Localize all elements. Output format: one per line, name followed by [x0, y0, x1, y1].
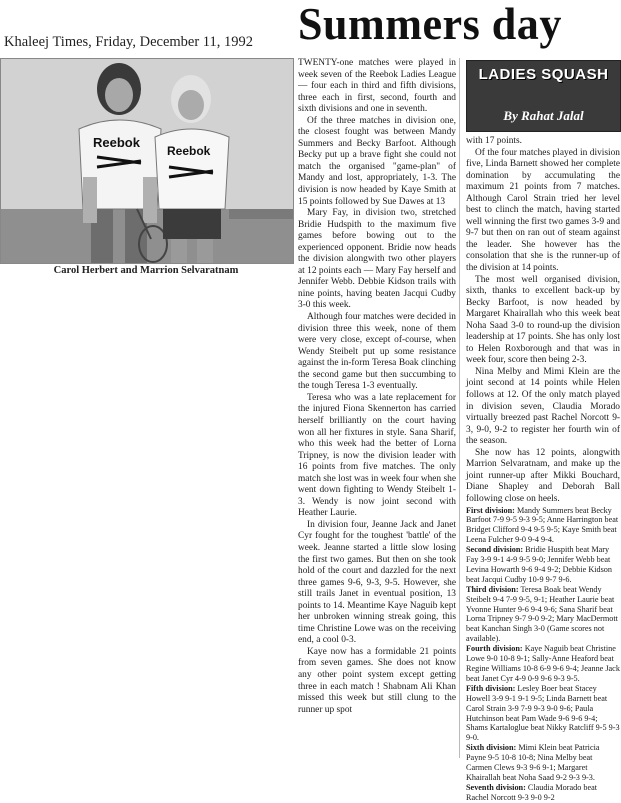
shirt-brand-right: Reebok [167, 144, 211, 158]
result-label: Fifth division: [466, 683, 516, 693]
byline: By Rahat Jalal [503, 108, 584, 123]
headline: Summers day [298, 0, 562, 49]
result-label: First division: [466, 505, 515, 515]
paragraph: The most well organised division, sixth, thanks to excellent back-up by Becky Barfoot, is now headed by Margaret Khairallah who this week beat Noha Saad 3-0 to round-up the division leadership at 17 points. She has only lost to Helen Roxborough and that was in week four, score then being 2-3. [466, 274, 620, 366]
result-item [466, 743, 620, 783]
result-text: Mandy Summers beat Becky Barfoot 7-9 9-5 9-3 9-5; Anne Harrington beat Bridget Clifford 9-4 9-5 9-5; Kaye Smith beat Leena Fulcher 9-0 9-4 9-4. [466, 505, 619, 545]
column-divider [459, 58, 460, 758]
paragraph: Although four matches were decided in division three this week, none of them were very close, except of-course, when Wendy Steibelt put up some resistance against the in-form Teresa Boak clinching the second game but then succumbing to the tough Teresa 1-3 eventually. [298, 312, 456, 392]
paragraph: Kaye now has a formidable 21 points from seven games. She does not know any other point system except getting three in each match ! Shabnam Ali Khan missed this week but still clung to the runner up spot [298, 646, 456, 715]
result-label: Sixth division: [466, 743, 517, 753]
paragraph: Nina Melby and Mimi Klein are the joint second at 14 points while Helen follows at 12. Of the only match played in division seven, Claudia Morado virtually breezed past Rachel Norcott 9-3, 9-0, 9-2 to register her fourth win of the season. [466, 366, 620, 447]
result-item [466, 585, 620, 644]
photo-illustration [1, 59, 293, 263]
photo [0, 58, 294, 264]
paragraph: TWENTY-one matches were played in week seven of the Reebok Ladies League — four each in third and fifth divisions, three each in first, second, fourth and sixth divisions and one in seventh. [298, 58, 456, 115]
result-label: Second division: [466, 545, 524, 555]
paragraph: Mary Fay, in division two, stretched Bridie Hudspith to the maximum five games before bowing out to the experienced opponent. Bridie now heads the division alongwith two other players at 12 points each — Mary Fay herself and Jennifer Webb. Debbie Kidson trails with nine points, having beaten Jacqui Cudby 3-0 this week. [298, 208, 456, 311]
result-item [466, 684, 620, 743]
paragraph: Of the four matches played in division five, Linda Barnett showed her complete domination by accumulating the maximum 21 points from 7 matches. Although Carol Strain tried her level best to clinch the match, having started well winning the first two games 3-9 and 9-7 but then on ran out of steam against the leader. She however has the consolation that she is the runner-up of the division at 14 points. [466, 147, 620, 274]
result-item [466, 783, 620, 803]
result-item [466, 644, 620, 684]
paragraph: with 17 points. [466, 136, 522, 146]
results-list [466, 506, 620, 803]
result-text: Lesley Boer beat Stacey Howell 3-9 9-1 9-1 9-5; Linda Barnett beat Carol Strain 3-9 7-9 9-3 9-0 9-6; Paula Hutchinson beat Pam Wade 9-6 9-6 9-4; Shams Kartaloglue beat Nikky Ratcliff 9-5 9-3 9-0. [466, 683, 620, 743]
article-column-2 [466, 136, 620, 802]
result-text: Mimi Klein beat Patricia Payne 9-5 10-8 10-8; Nina Melby beat Carmen Clews 9-3 9-6 9-1; Margaret Khairallah beat Noha Saad 9-2 9-3 9-3. [466, 743, 600, 782]
result-text: Kaye Naguib beat Christine Lowe 9-0 10-8 9-1; Sally-Anne Heaford beat Regine Williams 10-8 6-9 9-6 9-4; Jeanne Jack beat Janet Cyr 4-9 0-9 9-6 9-3 9-5. [466, 644, 620, 683]
shirt-brand-left: Reebok [93, 135, 140, 150]
paragraph: Of the three matches in division one, the closest fought was between Mandy Summers and Becky Barfoot. Although Becky put up a brave fight she could not match the organised "game-plan" of Mandy and lost, appropriately, 1-3. The division is now headed by Kaye Smith at 15 points followed by Sue Dawes at 13 [298, 115, 456, 207]
photo-caption: Carol Herbert and Marrion Selvaratnam [53, 265, 239, 276]
article-column-1 [298, 58, 456, 758]
logo-title: LADIES SQUASH [478, 66, 609, 83]
result-label: Third division: [466, 584, 519, 594]
ladies-squash-logo [466, 60, 621, 132]
result-label: Fourth division: [466, 644, 523, 654]
result-text: Claudia Morado beat Rachel Norcott 9-3 9-0 9-2 [466, 782, 597, 802]
result-text: Bridie Huspith beat Mary Fay 3-9 9-1 4-9 9-5 9-0; Jennifer Webb beat Levina Howarth 9-6 9-4 9-2; Debbie Kidson beat Jacqui Cudby 10-9 9-7 9-6. [466, 545, 612, 584]
paragraph: In division four, Jeanne Jack and Janet Cyr fought for the toughest 'battle' of the week. Jeanne started a little slow losing the first two games. But then on she took hold of the court and dazzled for the next three games 9-6, 9-3, 9-5. However, she still trails Janet in eventual position, 13 points to 14. Meantime Kaye Naguib kept her unbroken winning streak going, this time Christine Lowe was on the receiving end, a cool 0-3. [298, 519, 456, 646]
result-label: Seventh division: [466, 782, 526, 792]
dateline: Khaleej Times, Friday, December 11, 1992 [4, 34, 254, 50]
paragraph: Teresa who was a late replacement for the injured Fiona Skennerton has carried herself brilliantly on the court having won all her fixtures in style. Sana Sharif, who this week had the better of Lorna Tripney, is now the division leader with 16 points from five matches. The only match she lost was in week four when she went down fighting to Wendy Steibelt 1-3. Wendy is now joint second with Heather Laurie. [298, 392, 456, 519]
result-item [466, 545, 620, 585]
paragraph: She now has 12 points, alongwith Marrion Selvaratnam, and make up the joint runner-up after Mikki Bouchard, Diane Shapley and Deborah Ball following close on heels. [466, 447, 620, 504]
result-text: Teresa Boak beat Wendy Steibelt 9-4 7-9 9-5, 9-1; Heather Laurie beat Yvonne Hunter 9-6 9-4 9-6; Sana Sharif beat Lorna Tripney 9-7 9-0 9-2; Mary MacDermott beat Kanchan Singh 3-0 (Game scores not available). [466, 584, 618, 644]
result-item [466, 506, 620, 546]
